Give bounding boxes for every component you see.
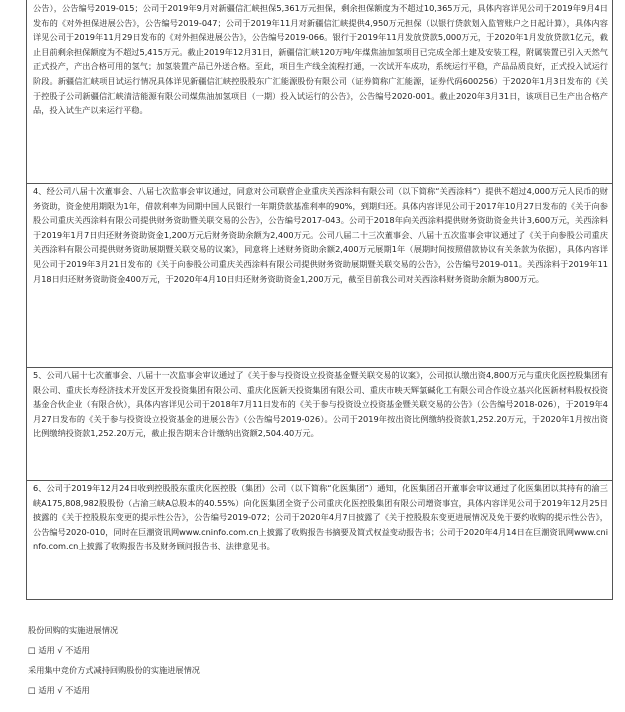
paragraph-investment-fund: 5、公司八届十七次董事会、八届十一次监事会审议通过了《关于参与投资设立投资基金暨关联交易的议案》，公司拟认缴出资4,800万元与重庆化医控股集团有限公司、重庆长寿经济技术开发区开发投资集团有限公司、重庆化医新天投资集团有限公司、重庆市映天辉氯碱化工有限公司合作设立基兴化医新材料股权投资基金合伙企业（有限合伙），具体内容详见公司于2018年7月11日发布的《关于参与投资设立投资基金暨关联交易的公告》（公告编号2018-026），于2019年4月27日发布的《关于参与投资设立投资基金的进展公告》（公告编号2019-026）。公司于2019年按出资比例缴纳投资款1,252.20万元，于2020年1月按出资比例缴纳投资款1,252.20万元，截止报告期末合计缴纳出资额2,504.40万元。 [33, 370, 608, 439]
paragraph-controlling-shareholder-change: 6、公司于2019年12月24日收到控股股东重庆化医控股（集团）公司（以下简称“化医集团”）通知，化医集团召开董事会审议通过了化医集团以其持有的渝三峡A175,808,982股股份（占渝三峡A总股本的40.55%）向化医集团全资子公司重庆化医控股集团有限公司增资事宜，具体内容详见公司于2019年12月25日披露的《关于控股股东变更的提示性公告》，公告编号2019-072；公司于2020年4月7日披露了《关于控股股东变更进展情况及免于要约收购的提示性公告》，公告编号2020-010，同时在巨潮资讯网www.cninfo.com.cn上披露了收购报告书摘要及简式权益变动报告书；公司于2020年4月14日在巨潮资讯网www.cninfo.com.cn上披露了收购报告书及财务顾问报告书、法律意见书。 [33, 483, 608, 552]
paragraph-kansai-financial-aid: 4、经公司八届十次董事会、八届七次监事会审议通过，同意对公司联营企业重庆关西涂料有限公司（以下简称“关西涂料”）提供不超过4,000万元人民币的财务资助，资金使用期限为1年，借款利率为同期中国人民银行一年期贷款基准利率的90%，到期归还。具体内容详见公司于2017年10月27日发布的《关于向参股公司重庆关西涂料有限公司提供财务资助暨关联交易的公告》，公告编号2017-043。公司于2018年向关西涂料提供财务资助资金共计3,600万元，关西涂料于2019年1月7日归还财务资助资金1,200万元后财务资助余额为2,400万元。公司八届二十三次董事会、八届十五次监事会审议通过了《关于向参股公司重庆关西涂料有限公司提供财务资助展期暨关联交易的议案》，同意将上述财务资助余额2,400万元展期1年（展期时间按照借款协议有关条款为依据），具体内容详见公司于2019年3月21日发布的《关于向参股公司重庆关西涂料有限公司提供财务资助展期暨关联交易的公告》，公告编号2019-011。关西涂料于2019年11月18日归还财务资助资金400万元，于2020年4月10日归还财务资助资金1,200万元，截至目前我公司对关西涂料财务资助余额为800万元。 [33, 186, 608, 284]
section-applicability-buyback-reduction: □ 适用 √ 不适用 [28, 685, 90, 695]
paragraph-guarantee-progress: 公告），公告编号2019-015；公司于2019年9月对新疆信汇峡担保5,361万元担保，剩余担保额度为不超过10,365万元，具体内容详见公司于2019年9月4日发布的《对外担保进展公告》，公告编号2019-047；公司于2019年11月对新疆信汇峡提供4,950万元担保（以银行贷款划入监管账户之日起计算），具体内容详见公司于2019年11月29日发布的《对外担保进展公告》，公告编号2019-066。银行于2019年11月发放贷款5,000万元，于2020年1月发放贷款1亿元，截止目前剩余担保额度为不超过5,415万元。截止2019年12月31日，新疆信汇峡120万吨/年煤焦油加氢项目已完成全部土建及安装工程，附属装置已引入天然气正式投产，产出合格可用的氢气；加氢装置产品已外送合格。至此，项目生产线全流程打通，一次试开车成功，系统运行平稳，产品品质良好，正式投入试运行阶段。新疆信汇峡项目试运行情况具体详见新疆信汇峡控股股东广汇能源股份有限公司（证券简称广汇能源，证券代码600256）于2020年1月3日发布的《关于控股子公司新疆信汇峡清洁能源有限公司煤焦油加氢项目（一期）投入试运行的公告》，公告编号2020-001。截止2020年3月31日，该项目已生产出合格产品，投入试生产以来运行平稳。 [33, 3, 608, 116]
section-applicability-share-buyback: □ 适用 √ 不适用 [28, 645, 90, 655]
section-heading-buyback-reduction: 采用集中竞价方式减持回购股份的实施进展情况 [28, 665, 200, 675]
section-heading-share-buyback: 股份回购的实施进展情况 [28, 625, 119, 635]
